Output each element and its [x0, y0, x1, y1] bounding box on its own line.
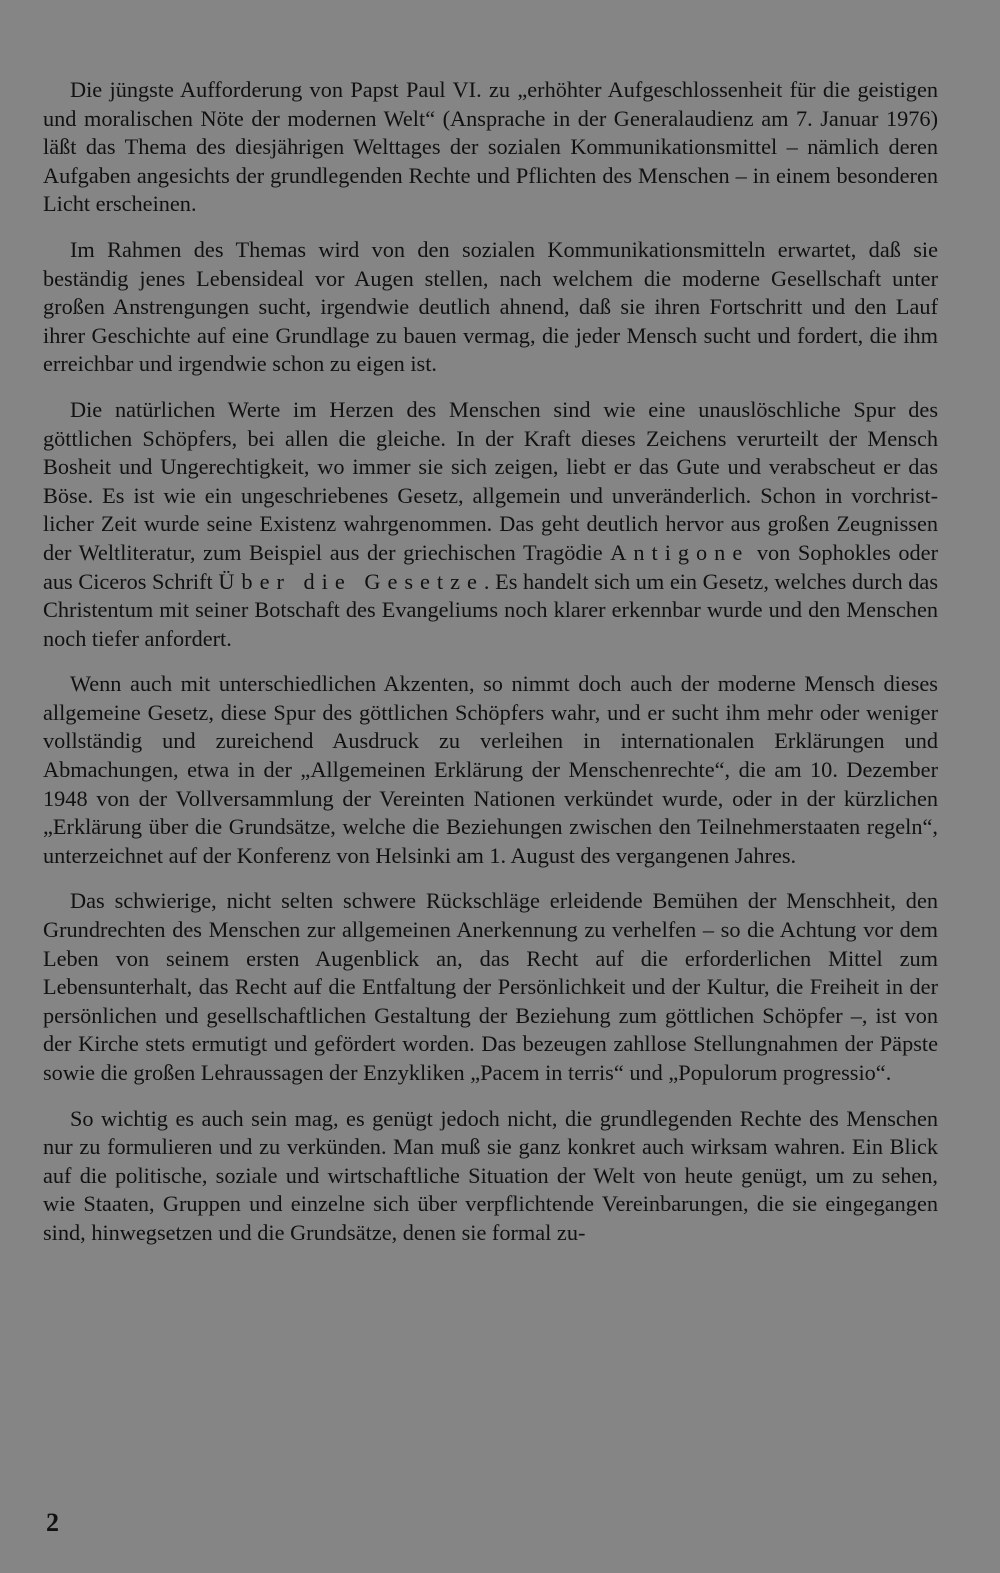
paragraph-4: Wenn auch mit unterschiedlichen Akzenten, so nimmt doch auch der moderne Mensch dieses allgemeine Gesetz, diese Spur des göttlichen Schöpfers wahr, und er sucht ihm mehr oder weniger vollständig und zureichend Ausdruck zu verleihen in internationalen Erklärungen und Abmachungen, etwa in der „Allgemeinen Erklärung der Menschenrechte“, die am 10. Dezember 1948 von der Vollversammlung der Vereinten Nationen verkündet wurde, oder in der kürzlichen „Erklärung über die Grundsätze, welche die Beziehungen zwischen den Teilnehmerstaaten regeln“, unterzeichnet auf der Konferenz von Helsinki am 1. August des vergangenen Jahres.	[43, 671, 938, 868]
page-body	[43, 76, 938, 1265]
paragraph-3	[43, 396, 938, 653]
page-number: 2	[46, 1508, 59, 1537]
paragraph-6: So wichtig es auch sein mag, es genügt jedoch nicht, die grundlegenden Rechte des Menschen nur zu formulieren und zu verkünden. Man muß sie ganz konkret auch wirksam wahren. Ein Blick auf die politische, soziale und wirtschaftliche Situation der Welt von heute genügt, um zu sehen, wie Staaten, Gruppen und einzelne sich über verpflichtende Vereinbarungen, die sie eingegangen sind, hinwegsetzen und die Grundsätze, denen sie formal zu-	[43, 1105, 938, 1245]
paragraph-2: Im Rahmen des Themas wird von den sozialen Kommunikationsmitteln erwartet, daß sie beständig jenes Lebensideal vor Augen stellen, nach welchem die moderne Gesellschaft unter großen Anstrengungen sucht, irgendwie deutlich ahnend, daß sie ihren Fortschritt und den Lauf ihrer Geschichte auf eine Grundlage zu bauen vermag, die jeder Mensch sucht und fordert, die ihm erreichbar und irgendwie schon zu eigen ist.	[43, 236, 938, 377]
paragraph-5: Das schwierige, nicht selten schwere Rückschläge erleidende Bemühen der Menschheit, den Grundrechten des Menschen zur allgemeinen Anerkennung zu verhelfen – so die Achtung vor dem Leben von seinem ersten Augenblick an, das Recht auf die erforderlichen Mittel zum Lebensunterhalt, das Recht auf die Entfaltung der Persönlichkeit und der Kultur, die Freiheit in der persönlichen und gesellschaftlichen Gestaltung der Beziehung zum göttlichen Schöpfer –, ist von der Kirche stets ermutigt und gefördert worden. Das bezeugen zahllose Stellungnahmen der Päpste sowie die großen Lehraussagen der Enzykliken „Pacem in terris“ und „Populorum progressio“.	[43, 888, 938, 1085]
spaced-title-antigone: Antigone	[610, 539, 750, 565]
paragraph-3-text-before: Die natürlichen Werte im Herzen des Menschen sind wie eine unauslöschliche Spur des göttlichen Schöpfers, bei allen die gleiche. In der Kraft dieses Zeichens verurteilt der Mensch Bosheit und Ungerechtigkeit, wo immer sie sich zeigen, liebt er das Gute und verabscheut er das Böse. Es ist wie ein ungeschriebenes Gesetz, allgemein und unveränderlich. Schon in vorchristlicher Zeit wurde seine Existenz wahrgenommen. Das geht deutlich hervor aus großen Zeugnissen der Weltliteratur, zum Beispiel aus der griechischen Tragödie	[43, 396, 938, 565]
spaced-title-ueber-die-gesetze: Über die Gesetze	[218, 568, 484, 594]
paragraph-3-text-middle: von Sophokles oder aus Ciceros Schrift	[43, 539, 938, 594]
paragraph-3-text-after: . Es handelt sich um ein Gesetz, welches durch das Christentum mit seiner Botschaft des Evangeliums noch klarer erkennbar wurde und den Menschen noch tiefer anfordert.	[43, 568, 938, 651]
paragraph-1: Die jüngste Aufforderung von Papst Paul VI. zu „erhöhter Aufgeschlossenheit für die geistigen und moralischen Nöte der modernen Welt“ (Ansprache in der Generalaudienz am 7. Januar 1976) läßt das Thema des diesjährigen Welttages der sozialen Kommunikationsmittel – nämlich deren Aufgaben angesichts der grundlegenden Rechte und Pflichten des Menschen – in einem besonderen Licht erscheinen.	[43, 77, 938, 217]
